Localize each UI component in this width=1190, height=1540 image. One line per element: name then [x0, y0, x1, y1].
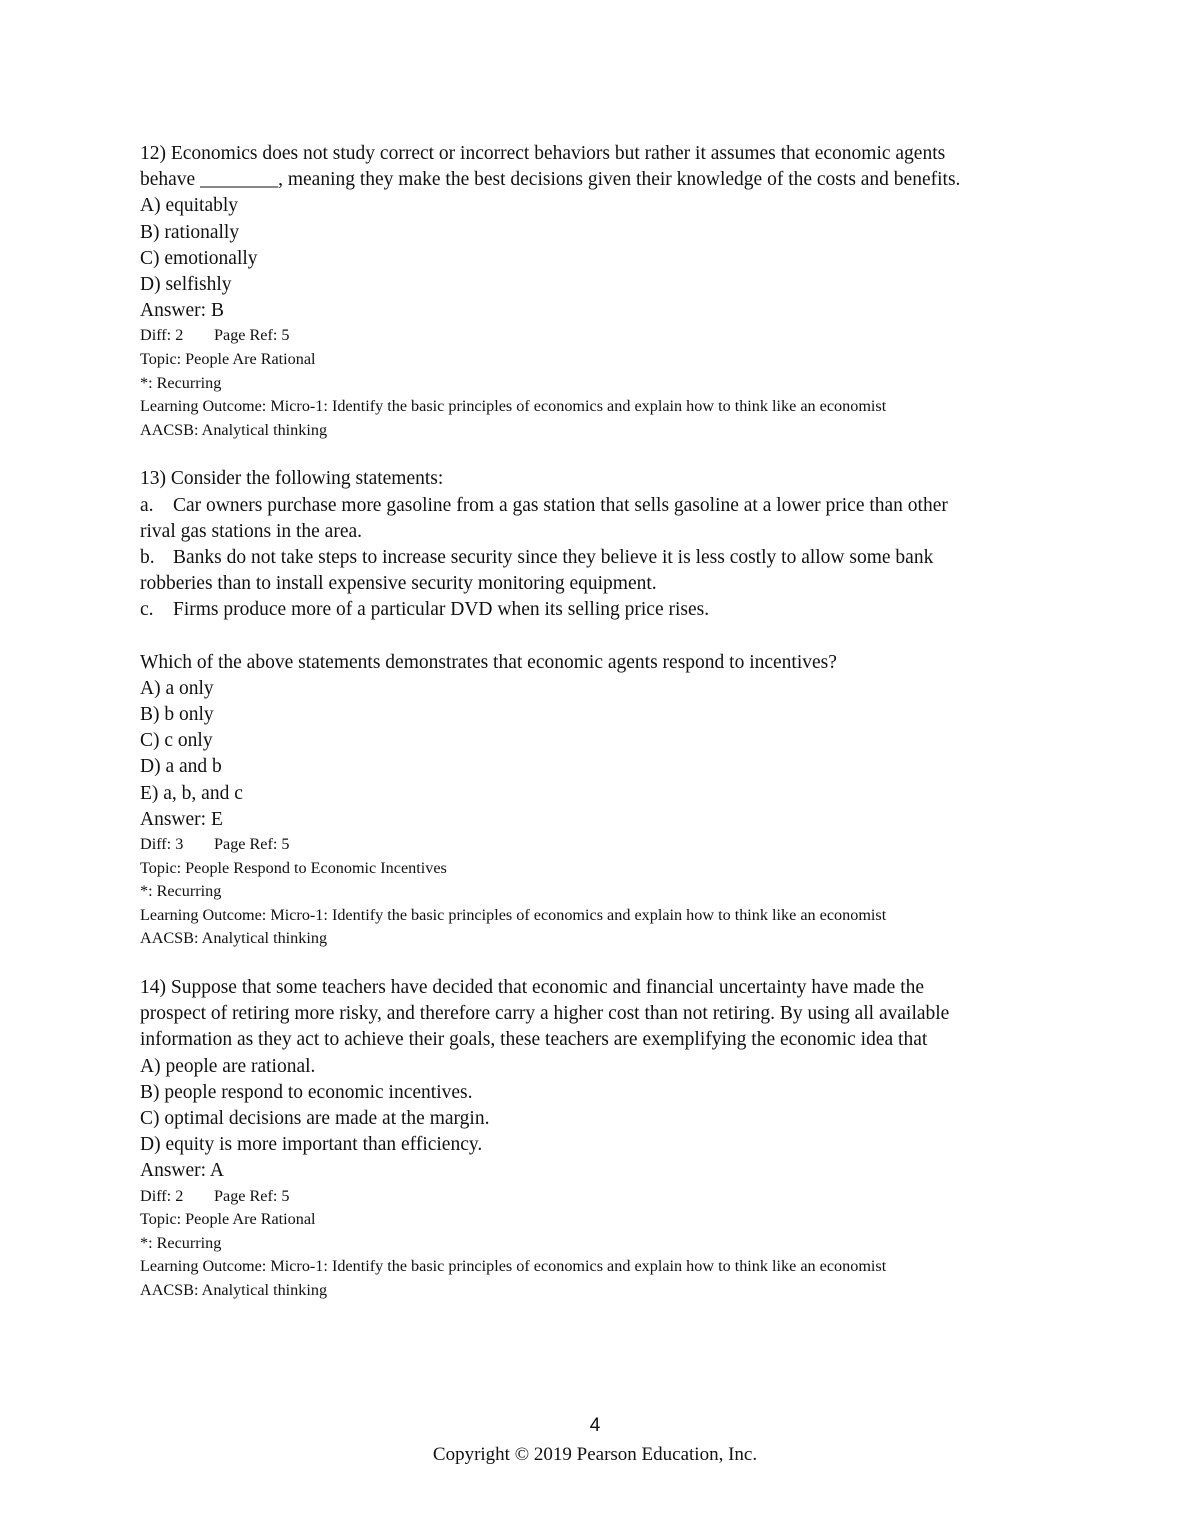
answer-option: A) people are rational. [140, 1055, 316, 1077]
difficulty-pageref [140, 324, 1050, 348]
recurring-flag: *: Recurring [140, 1233, 222, 1252]
answer-option: E) a, b, and c [140, 782, 243, 804]
statement-label: a. [140, 494, 154, 516]
answer-option: B) people respond to economic incentives. [140, 1081, 473, 1103]
answer-option: C) emotionally [140, 247, 258, 269]
learning-outcome: Learning Outcome: Micro-1: Identify the basic principles of economics and explain how to think like an economist [140, 905, 887, 924]
aacsb-tag: AACSB: Analytical thinking [140, 1281, 328, 1299]
statement-text: Firms produce more of a particular DVD when its selling price rises. [173, 599, 710, 621]
difficulty: Diff: 2 [140, 1186, 184, 1205]
answer-option: C) optimal decisions are made at the margin. [140, 1108, 490, 1130]
spacer [140, 624, 1050, 650]
statement-b-continued: robberies than to install expensive security monitoring equipment. [140, 573, 657, 595]
statement-label: b. [140, 547, 155, 568]
recurring-flag: *: Recurring [140, 373, 222, 392]
question-stem-line: 13) Consider the following statements: [140, 468, 444, 490]
question-prompt: Which of the above statements demonstrates that economic agents respond to incentives? [140, 651, 837, 673]
answer-option: C) c only [140, 730, 213, 752]
statement-text: Banks do not take steps to increase security since they believe it is less costly to allow some bank [173, 547, 934, 568]
document-page [140, 141, 1050, 1327]
topic: Topic: People Are Rational [140, 1210, 316, 1229]
question-stem-line: behave ________, meaning they make the best decisions given their knowledge of the costs and benefits. [140, 169, 961, 191]
page-ref: Page Ref: 5 [214, 1186, 290, 1205]
statement-text: Car owners purchase more gasoline from a gas station that sells gasoline at a lower price than other [173, 494, 948, 516]
learning-outcome: Learning Outcome: Micro-1: Identify the basic principles of economics and explain how to think like an economist [140, 397, 887, 416]
answer-key: Answer: E [140, 808, 223, 830]
statement-a [140, 493, 1050, 519]
topic: Topic: People Are Rational [140, 350, 316, 369]
question-stem-line: 14) Suppose that some teachers have decided that economic and financial uncertainty have made the [140, 977, 925, 998]
difficulty: Diff: 2 [140, 326, 184, 345]
difficulty: Diff: 3 [140, 835, 184, 854]
question-stem-line: prospect of retiring more risky, and therefore carry a higher cost than not retiring. By using all available [140, 1003, 950, 1025]
recurring-flag: *: Recurring [140, 882, 222, 901]
answer-option: B) b only [140, 704, 214, 726]
answer-option: A) equitably [140, 195, 239, 217]
answer-key: Answer: B [140, 300, 224, 322]
aacsb-tag: AACSB: Analytical thinking [140, 929, 328, 948]
statement-label: c. [140, 599, 154, 621]
statement-a-continued: rival gas stations in the area. [140, 520, 363, 542]
question-stem-line: information as they act to achieve their goals, these teachers are exemplifying the economic idea that [140, 1029, 928, 1051]
difficulty-pageref [140, 1185, 1050, 1209]
page-ref: Page Ref: 5 [214, 835, 290, 854]
page-number: 4 [589, 1415, 601, 1436]
topic: Topic: People Respond to Economic Incentives [140, 858, 447, 877]
page-ref: Page Ref: 5 [214, 326, 290, 345]
answer-option: B) rationally [140, 221, 240, 243]
answer-option: D) a and b [140, 756, 222, 778]
copyright-notice: Copyright © 2019 Pearson Education, Inc. [432, 1444, 758, 1465]
question-12 [140, 141, 1050, 442]
statement-b [140, 545, 1050, 571]
question-stem-line: 12) Economics does not study correct or incorrect behaviors but rather it assumes that economic agents [140, 143, 946, 164]
difficulty-pageref [140, 833, 1050, 857]
statement-c [140, 597, 1050, 623]
aacsb-tag: AACSB: Analytical thinking [140, 420, 328, 439]
question-14 [140, 975, 1050, 1303]
answer-option: A) a only [140, 677, 214, 699]
answer-option: D) equity is more important than efficiency. [140, 1134, 483, 1156]
answer-key: Answer: A [140, 1160, 224, 1182]
answer-option: D) selfishly [140, 274, 232, 296]
question-13 [140, 466, 1050, 951]
learning-outcome: Learning Outcome: Micro-1: Identify the basic principles of economics and explain how to think like an economist [140, 1257, 887, 1276]
